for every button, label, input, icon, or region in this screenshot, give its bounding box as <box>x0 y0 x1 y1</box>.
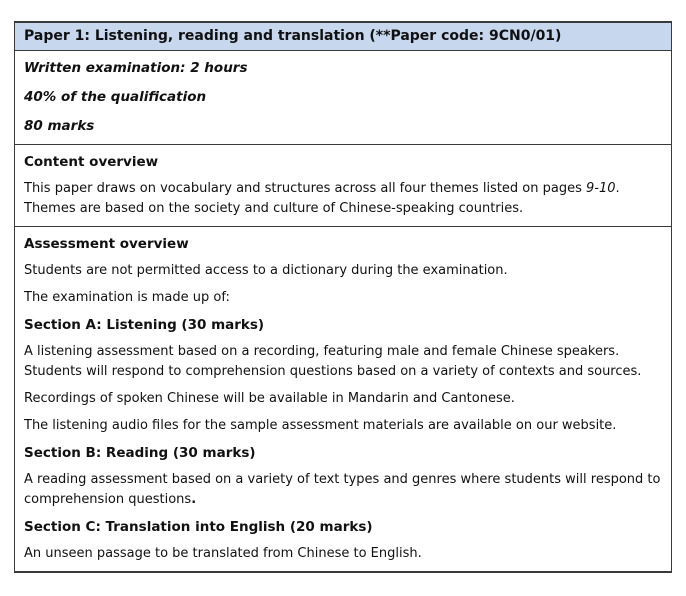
assessment-overview-heading: Assessment overview <box>24 236 189 252</box>
section-b-text: A reading assessment based on a variety of text types and genres where students will respond to comprehension questions <box>24 472 661 507</box>
content-overview-text-1: This paper draws on vocabulary and structures across all four themes listed on pages <box>24 181 587 196</box>
section-b-bold-period: . <box>191 492 197 507</box>
section-a-heading: Section A: Listening (30 marks) <box>24 317 265 333</box>
section-a-paragraph-3: The listening audio files for the sample assessment materials are available on our website. <box>24 418 617 433</box>
section-a-paragraph-2: Recordings of spoken Chinese will be available in Mandarin and Cantonese. <box>24 391 515 406</box>
content-overview-row <box>15 145 671 227</box>
content-overview-page-range: 9-10 <box>586 181 616 196</box>
section-c-heading: Section C: Translation into English (20 marks) <box>24 519 373 535</box>
paper-title: Paper 1: Listening, reading and translation (**Paper code: 9CN0/01) <box>24 28 562 44</box>
paper-title-row <box>15 23 671 51</box>
paper-1-specification-table <box>14 21 672 573</box>
content-overview-text-2: . Themes are based on the society and culture of Chinese-speaking countries. <box>24 181 620 216</box>
content-overview-heading: Content overview <box>24 154 159 170</box>
exam-duration: Written examination: 2 hours <box>24 60 248 76</box>
exam-meta-row <box>15 51 671 145</box>
section-b-paragraph <box>24 470 662 510</box>
section-a-paragraph-1: A listening assessment based on a recording, featuring male and female Chinese speakers. Students will respond to comprehension questions based on a variety of contexts and sources. <box>24 344 642 379</box>
exam-composition-paragraph: The examination is made up of: <box>24 290 230 305</box>
section-b-heading: Section B: Reading (30 marks) <box>24 445 256 461</box>
assessment-overview-row <box>15 227 671 571</box>
dictionary-rule-paragraph: Students are not permitted access to a dictionary during the examination. <box>24 263 508 278</box>
content-overview-paragraph <box>24 179 662 219</box>
qualification-percentage: 40% of the qualification <box>24 89 207 105</box>
section-c-paragraph: An unseen passage to be translated from Chinese to English. <box>24 546 422 561</box>
total-marks: 80 marks <box>24 118 95 134</box>
